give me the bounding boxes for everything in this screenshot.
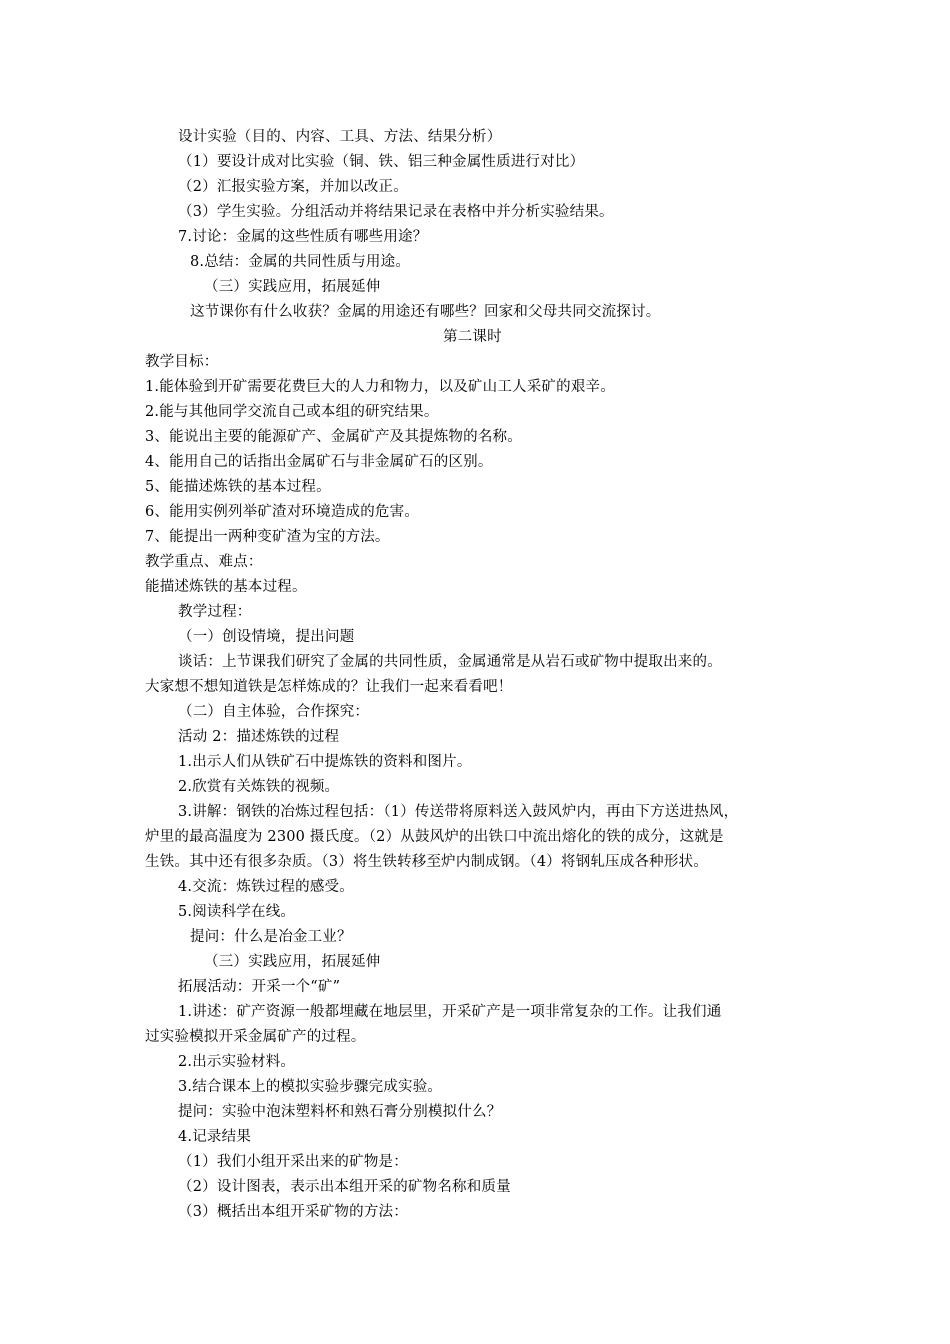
text-line: （三）实践应用，拓展延伸 (204, 279, 381, 295)
text-line: 7.讨论：金属的这些性质有哪些用途？ (178, 229, 428, 245)
text-line: 谈话：上节课我们研究了金属的共同性质，金属通常是从岩石或矿物中提取出来的。 (178, 654, 722, 670)
text-line: （一）创设情境，提出问题 (178, 629, 355, 645)
text-line: 5、能描述炼铁的基本过程。 (145, 479, 331, 495)
text-line: （三）实践应用，拓展延伸 (204, 954, 381, 970)
text-line: 2.能与其他同学交流自己或本组的研究结果。 (145, 404, 439, 420)
text-line: 生铁。其中还有很多杂质。（3）将生铁转移至炉内制成钢。（4）将钢轧压成各种形状。 (145, 854, 708, 870)
text-line: 3.讲解：钢铁的冶炼过程包括：（1）传送带将原料送入鼓风炉内，再由下方送进热风， (178, 804, 739, 820)
text-line: 1.讲述：矿产资源一般都埋藏在地层里，开采矿产是一项非常复杂的工作。让我们通 (178, 1004, 722, 1020)
text-line: 提问：实验中泡沫塑料杯和熟石膏分别模拟什么？ (178, 1104, 502, 1120)
text-line: 教学重点、难点： (145, 554, 263, 570)
text-line: 教学目标： (145, 354, 219, 370)
text-line: 8.总结：金属的共同性质与用途。 (190, 254, 411, 270)
text-line: （1）我们小组开采出来的矿物是： (178, 1154, 408, 1170)
text-line: 能描述炼铁的基本过程。 (145, 579, 307, 595)
text-line: 设计实验（目的、内容、工具、方法、结果分析） (178, 129, 502, 145)
text-line: 拓展活动：开采一个“矿” (178, 979, 341, 995)
text-line: （2）设计图表，表示出本组开采的矿物名称和质量 (178, 1179, 511, 1195)
text-line: 3、能说出主要的能源矿产、金属矿产及其提炼物的名称。 (145, 429, 522, 445)
text-line: （二）自主体验，合作探究： (178, 704, 370, 720)
text-line: 4.交流：炼铁过程的感受。 (178, 879, 354, 895)
text-line: 活动 2：描述炼铁的过程 (178, 729, 340, 745)
text-line: （2）汇报实验方案，并加以改正。 (178, 179, 408, 195)
text-line: 教学过程： (178, 604, 252, 620)
text-line: 1.能体验到开矿需要花费巨大的人力和物力，以及矿山工人采矿的艰辛。 (145, 379, 615, 395)
text-line: （1）要设计成对比实验（铜、铁、铝三种金属性质进行对比） (178, 154, 585, 170)
text-line: 过实验模拟开采金属矿产的过程。 (145, 1029, 366, 1045)
text-line: 7、能提出一两种变矿渣为宝的方法。 (145, 529, 390, 545)
section-heading: 第二课时 (443, 329, 502, 345)
text-line: 3.结合课本上的模拟实验步骤完成实验。 (178, 1079, 443, 1095)
text-line: 提问：什么是冶金工业？ (190, 929, 352, 945)
text-line: 2.欣赏有关炼铁的视频。 (178, 779, 340, 795)
text-line: （3）学生实验。分组活动并将结果记录在表格中并分析实验结果。 (178, 204, 614, 220)
text-line: 这节课你有什么收获？金属的用途还有哪些？回家和父母共同交流探讨。 (190, 304, 661, 320)
text-line: 4、能用自己的话指出金属矿石与非金属矿石的区别。 (145, 454, 493, 470)
text-line: （3）概括出本组开采矿物的方法： (178, 1204, 408, 1220)
text-line: 4.记录结果 (178, 1129, 252, 1145)
text-line: 大家想不想知道铁是怎样炼成的？让我们一起来看看吧！ (145, 679, 513, 695)
text-line: 1.出示人们从铁矿石中提炼铁的资料和图片。 (178, 754, 472, 770)
text-line: 6、能用实例列举矿渣对环境造成的危害。 (145, 504, 420, 520)
text-line: 5.阅读科学在线。 (178, 904, 296, 920)
text-line: 炉里的最高温度为 2300 摄氏度。（2）从鼓风炉的出铁口中流出熔化的铁的成分，这就是 (145, 829, 724, 845)
text-line: 2.出示实验材料。 (178, 1054, 296, 1070)
